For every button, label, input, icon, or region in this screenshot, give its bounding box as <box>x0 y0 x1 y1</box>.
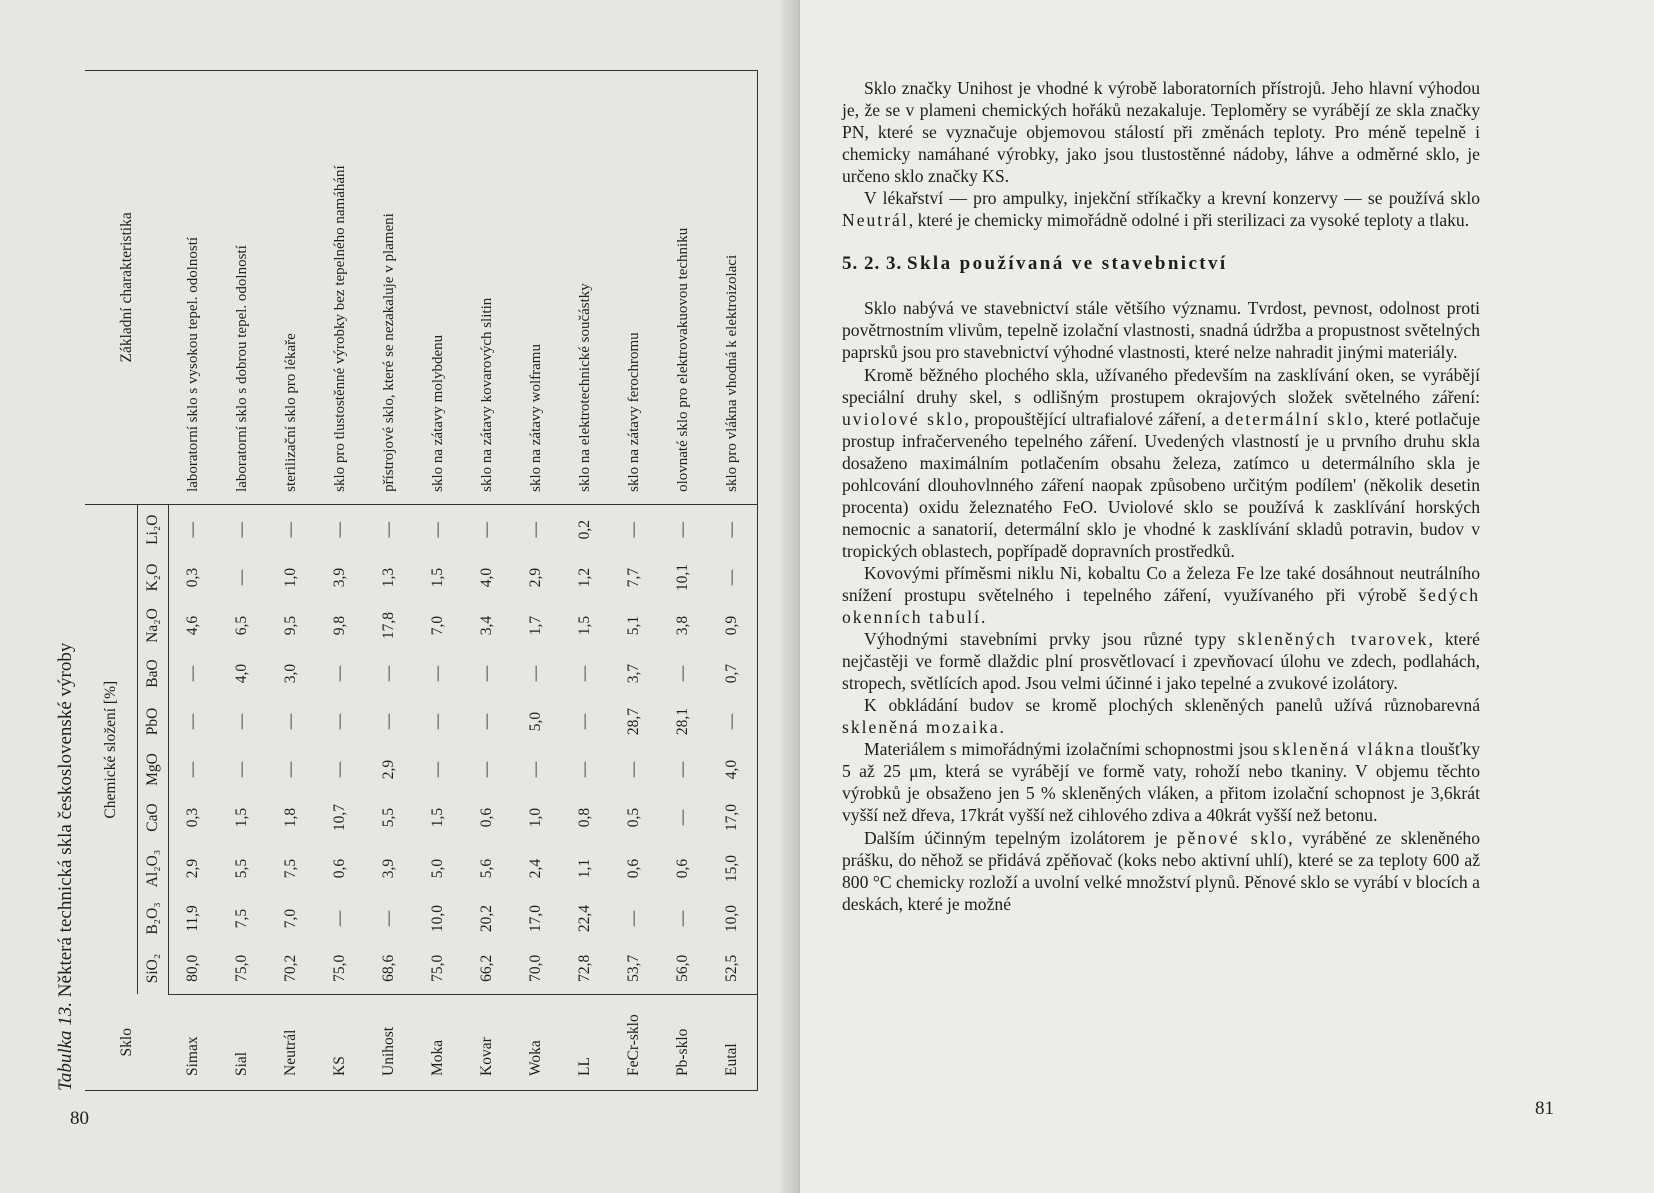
glass-name-cell: Kovar <box>463 995 512 1091</box>
paragraph-special-glass <box>842 364 1480 562</box>
composition-cell: 0,9 <box>708 601 758 651</box>
composition-cell: 1,8 <box>282 807 300 828</box>
composition-cell: 0,6 <box>674 858 692 879</box>
characteristic-cell: sklo na zátavy ferochromu <box>610 70 659 504</box>
composition-cell: 3,7 <box>625 663 643 684</box>
header-component: SiO₂ <box>138 943 169 995</box>
composition-cell: — <box>380 665 398 682</box>
composition-cell: — <box>184 761 202 778</box>
table-row <box>414 70 463 1090</box>
characteristic-cell: sklo na zátavy molybdenu <box>414 70 463 504</box>
composition-cell: 2,9 <box>184 858 202 879</box>
composition-cell: — <box>478 761 496 778</box>
composition-cell: — <box>527 665 545 682</box>
characteristic-cell: sklo na zátavy kovarových slitin <box>463 70 512 504</box>
composition-cell: 1,5 <box>429 567 447 588</box>
emphasis-glass-fibres: skleněná vlákna <box>1272 739 1416 760</box>
paragraph-text: tloušťky 5 až 25 μm, která se vyrábějí ve formě vaty, rohoží nebo tkaniny. V objemu těchto výrobků je obsaženo jen 5 % skleněných vláken, a přitom izolační schopnost je 3,6krát vyšší než dřeva, 17krát vyšší než cihlového zdiva a 40krát vyšší než betonu. <box>842 739 1480 826</box>
characteristic-cell: sklo pro tlustostěnné výrobky bez tepelného namáhání <box>316 70 365 504</box>
composition-cell: 1,7 <box>527 615 545 636</box>
composition-cell: 0,3 <box>184 807 202 828</box>
composition-cell: — <box>331 713 349 730</box>
composition-cell: — <box>576 665 594 682</box>
composition-cell: 75,0 <box>218 943 267 995</box>
composition-cell: 1,5 <box>233 807 251 828</box>
composition-cell: — <box>429 713 447 730</box>
composition-cell: 7,5 <box>282 858 300 879</box>
composition-cell: 4,0 <box>478 567 496 588</box>
composition-cell: — <box>625 910 643 927</box>
composition-cell: 17,0 <box>527 904 545 933</box>
composition-cell: 56,0 <box>659 943 708 995</box>
paragraph-text: , propouštějící ultrafialové záření, a <box>964 408 1220 429</box>
characteristic-cell: sklo na zátavy wolframu <box>512 70 561 504</box>
composition-cell: 10,0 <box>708 895 758 943</box>
composition-cell: 66,2 <box>463 943 512 995</box>
table-row <box>365 70 414 1090</box>
characteristic-cell: laboratorní sklo s vysokou tepel. odolností <box>169 70 219 504</box>
page-number-right: 81 <box>1535 1098 1554 1119</box>
composition-cell: — <box>576 761 594 778</box>
composition-cell: — <box>380 521 398 538</box>
composition-cell: — <box>233 569 251 586</box>
composition-cell: — <box>331 665 349 682</box>
composition-cell: — <box>674 665 692 682</box>
paragraph-mosaic <box>842 694 1480 738</box>
header-component: PbO <box>138 697 169 747</box>
composition-cell: — <box>233 521 251 538</box>
composition-cell: — <box>282 521 300 538</box>
composition-cell: — <box>708 555 758 601</box>
paragraph-unihost: Sklo značky Unihost je vhodné k výrobě laboratorních přístrojů. Jeho hlavní výhodou je, že se v plameni chemických hořáků nezakaluje. Teploměry se vyrábějí ze skla značky PN, které se vyznačuje objemovou stálostí při změnách teploty. Pro méně tepelně i chemicky namáhané výrobky, jako jsou tlustostěnné nádoby, láhve a odměrné sklo, je určeno sklo značky KS. <box>842 78 1480 187</box>
composition-cell: — <box>380 713 398 730</box>
glass-name-cell: Simax <box>169 995 219 1091</box>
composition-cell: 70,2 <box>267 943 316 995</box>
glass-composition-table <box>85 70 758 1091</box>
composition-cell: — <box>184 713 202 730</box>
composition-cell: — <box>331 521 349 538</box>
emphasis-grey-panes: šedých okenních tabulí <box>842 584 1481 628</box>
composition-cell: — <box>576 713 594 730</box>
composition-cell: 80,0 <box>169 943 219 995</box>
table-row <box>169 70 219 1090</box>
emphasis-determal: determální sklo <box>1224 408 1365 429</box>
composition-cell: — <box>429 665 447 682</box>
composition-cell: — <box>184 521 202 538</box>
table-row <box>708 70 758 1090</box>
paragraph-neutral <box>842 187 1480 231</box>
header-component: K₂O <box>138 555 169 601</box>
glass-name-cell: Unihost <box>365 995 414 1091</box>
composition-cell: 9,5 <box>282 615 300 636</box>
composition-cell: 2,9 <box>527 567 545 588</box>
composition-cell: 0,7 <box>708 651 758 697</box>
rotated-table-block <box>55 71 741 1091</box>
composition-cell: 11,9 <box>184 905 202 932</box>
header-component: Na₂O <box>138 601 169 651</box>
composition-cell: 17,0 <box>708 793 758 843</box>
composition-cell: 15,0 <box>708 843 758 895</box>
page-number-left: 80 <box>70 1108 89 1129</box>
composition-cell: 52,5 <box>708 943 758 995</box>
header-characteristic: Základní charakteristika <box>85 70 169 504</box>
composition-cell: 3,0 <box>282 663 300 684</box>
composition-cell: 7,7 <box>625 567 643 588</box>
composition-cell: — <box>527 761 545 778</box>
glass-name-cell: FeCr-sklo <box>610 995 659 1091</box>
composition-cell: 5,0 <box>527 711 545 732</box>
characteristic-cell: sterilizační sklo pro lékaře <box>267 70 316 504</box>
composition-cell: 5,0 <box>429 858 447 879</box>
composition-cell: 1,0 <box>282 567 300 588</box>
composition-cell: 1,0 <box>527 807 545 828</box>
characteristic-cell: olovnaté sklo pro elektrovakuovou techniku <box>659 70 708 504</box>
paragraph-text: K obkládání budov se kromě plochých skleněných panelů užívá různobarevná <box>864 695 1480 716</box>
paragraph-construction: Sklo nabývá ve stavebnictví stále většího významu. Tvrdost, pevnost, odolnost proti povětrnostním vlivům, tepelně izolační vlastnosti, snadná údržba a propustnost světelných paprsků jsou pro stavebnictví výhodné vlastnosti, které nelze nahradit jinými materiály. <box>842 298 1480 363</box>
table-row <box>463 70 512 1090</box>
glass-name-cell: Sial <box>218 995 267 1091</box>
table-caption-text: Některá technická skla československé výroby <box>55 642 76 998</box>
composition-cell: — <box>429 521 447 538</box>
characteristic-cell: přístrojové sklo, které se nezakaluje v plameni <box>365 70 414 504</box>
composition-cell: — <box>708 504 758 554</box>
composition-cell: — <box>478 713 496 730</box>
table-row <box>610 70 659 1090</box>
header-component: B₂O₃ <box>138 895 169 943</box>
table-row <box>512 70 561 1090</box>
paragraph-text: Materiálem s mimořádnými izolačními schopnostmi jsou <box>864 739 1268 760</box>
table-row <box>659 70 708 1090</box>
composition-cell: 53,7 <box>610 943 659 995</box>
paragraph-metal-additives <box>842 562 1480 628</box>
composition-cell: — <box>233 713 251 730</box>
composition-cell: 1,5 <box>576 615 594 636</box>
composition-cell: — <box>282 761 300 778</box>
composition-cell: 0,6 <box>331 858 349 879</box>
glass-name-cell: Eutal <box>708 995 758 1091</box>
table-row <box>218 70 267 1090</box>
glass-name-cell: KS <box>316 995 365 1091</box>
composition-cell: 2,4 <box>527 858 545 879</box>
composition-cell: 0,8 <box>576 807 594 828</box>
composition-cell: 10,1 <box>674 563 692 592</box>
composition-cell: 17,8 <box>380 611 398 640</box>
table-row <box>561 70 610 1090</box>
composition-cell: 20,2 <box>478 904 496 933</box>
composition-cell: 4,6 <box>184 615 202 636</box>
composition-cell: 4,0 <box>233 663 251 684</box>
composition-cell: — <box>674 521 692 538</box>
characteristic-cell: sklo pro vlákna vhodná k elektroizolaci <box>708 70 758 504</box>
composition-cell: 28,7 <box>625 707 643 736</box>
composition-cell: 72,8 <box>561 943 610 995</box>
section-heading <box>842 253 1480 275</box>
glass-name-cell: Pb-sklo <box>659 995 708 1091</box>
table-body <box>169 70 758 1090</box>
composition-cell: 9,8 <box>331 615 349 636</box>
composition-cell: 75,0 <box>316 943 365 995</box>
composition-cell: 6,5 <box>233 615 251 636</box>
paragraph-text: , vyráběné ze skleněného prášku, do něhož se přidává zpěňovač (koks nebo aktivní uhlí), které se za teploty 600 až 800 °C chemicky rozloží a uvolní velké množství plynů. Pěnové sklo se vyrábí v blocích a deskách, které je možné <box>842 827 1480 914</box>
paragraph-text: , které nejčastěji ve formě dlaždic plní prosvětlovací i zpevňovací úlohu ve zdech, podlahách, stropech, světlících apod. Jsou velmi účinné i jako tepelné a zvukové izolátory. <box>842 629 1480 694</box>
paragraph-text: V lékařství — pro ampulky, injekční stříkačky a krevní konzervy — se používá sklo <box>864 188 1480 209</box>
composition-cell: 3,8 <box>674 615 692 636</box>
header-component: MgO <box>138 747 169 793</box>
composition-cell: 75,0 <box>414 943 463 995</box>
composition-cell: — <box>380 910 398 927</box>
emphasis-neutral: Neutrál <box>842 210 909 231</box>
composition-cell: 7,0 <box>429 615 447 636</box>
composition-cell: 0,6 <box>478 807 496 828</box>
paragraph-text: . <box>999 717 1004 738</box>
section-number: 5. 2. 3. <box>842 253 903 275</box>
composition-cell: — <box>478 521 496 538</box>
composition-cell: 5,6 <box>478 858 496 879</box>
emphasis-foam-glass: pěnové sklo <box>1176 827 1289 848</box>
composition-cell: — <box>708 697 758 747</box>
composition-cell: — <box>331 910 349 927</box>
composition-cell: 0,5 <box>625 807 643 828</box>
composition-cell: — <box>478 665 496 682</box>
composition-cell: — <box>527 521 545 538</box>
composition-cell: 5,5 <box>233 858 251 879</box>
composition-cell: 3,9 <box>331 567 349 588</box>
emphasis-mosaic: skleněná mozaika <box>842 717 1000 738</box>
composition-cell: 10,0 <box>429 904 447 933</box>
table-caption <box>55 643 77 1091</box>
header-component: CaO <box>138 793 169 843</box>
paragraph-foam-glass <box>842 827 1480 915</box>
header-component: Li₂O <box>138 504 169 554</box>
composition-cell: — <box>282 713 300 730</box>
composition-cell: — <box>233 761 251 778</box>
emphasis-glass-blocks: skleněných tvarovek <box>1237 629 1429 650</box>
composition-cell: 28,1 <box>674 707 692 736</box>
composition-cell: 1,3 <box>380 567 398 588</box>
composition-cell: — <box>429 761 447 778</box>
composition-cell: — <box>674 910 692 927</box>
characteristic-cell: laboratorní sklo s dobrou tepel. odolností <box>218 70 267 504</box>
header-component: Al₂O₃ <box>138 843 169 895</box>
composition-cell: 3,4 <box>478 615 496 636</box>
paragraph-text: Dalším účinným tepelným izolátorem je <box>864 827 1168 848</box>
composition-cell: 5,1 <box>625 615 643 636</box>
paragraph-text: , které je chemicky mimořádně odolné i při sterilizaci za vysoké teploty a tlaku. <box>908 210 1470 231</box>
paragraph-text: Kovovými příměsmi niklu Ni, kobaltu Co a železa Fe lze také dosáhnout neutrálního snížení prostupu světelného i tepelného záření, využívaného při výrobě <box>842 562 1480 605</box>
composition-cell: 7,5 <box>233 908 251 929</box>
paragraph-text: Výhodnými stavebními prvky jsou různé typy <box>864 629 1226 650</box>
composition-cell: 1,1 <box>576 858 594 879</box>
composition-cell: 0,3 <box>184 567 202 588</box>
composition-cell: 5,5 <box>380 807 398 828</box>
paragraph-text: Kromě běžného plochého skla, užívaného především na zasklívání oken, se vyrábějí speciální druhy skel, s odlišným prostupem okrajových složek světelného záření: <box>842 364 1480 407</box>
paragraph-glass-blocks <box>842 628 1480 694</box>
composition-cell: 22,4 <box>576 904 594 933</box>
composition-cell: 3,9 <box>380 858 398 879</box>
section-title: Skla používaná ve stavebnictví <box>907 253 1228 275</box>
composition-cell: 4,0 <box>708 747 758 793</box>
table-caption-label: Tabulka 13. <box>55 1001 76 1091</box>
composition-cell: 1,5 <box>429 807 447 828</box>
characteristic-cell: sklo na elektrotechnické součástky <box>561 70 610 504</box>
composition-cell: 7,0 <box>282 908 300 929</box>
glass-name-cell: Woka <box>512 995 561 1091</box>
header-component: BaO <box>138 651 169 697</box>
composition-cell: 10,7 <box>331 803 349 832</box>
composition-cell: 2,9 <box>380 759 398 780</box>
composition-cell: 68,6 <box>365 943 414 995</box>
left-page <box>0 0 800 1193</box>
table-row <box>267 70 316 1090</box>
header-glass: Sklo <box>85 995 169 1091</box>
paragraph-text: , které potlačuje prostup infračerveného tepelného záření. Uvedených vlastností je u prvního druhu skla dosaženo maximálním potlačením obsahu železa, zatímco u determálního skla je pohlcování dlouhovlnného záření naopak způsobeno určitým podílem' (několik desetin procenta) oxidu železnatého FeO. Uviolové sklo se používá k zasklívání horských nemocnic a sanatorií, determální sklo je vhodné k zasklívání skladů potravin, budov v tropických oblastech, popřípadě dopravních prostředků. <box>842 408 1481 561</box>
composition-cell: — <box>331 761 349 778</box>
composition-cell: 0,6 <box>625 858 643 879</box>
glass-name-cell: Neutrál <box>267 995 316 1091</box>
table-row <box>316 70 365 1090</box>
composition-cell: — <box>674 761 692 778</box>
paragraph-text: . <box>980 607 986 628</box>
composition-cell: — <box>625 521 643 538</box>
header-chemical-composition: Chemické složení [%] <box>85 504 138 994</box>
composition-cell: — <box>184 665 202 682</box>
composition-cell: 0,2 <box>576 520 594 540</box>
emphasis-uviol: uviolové sklo <box>842 408 965 429</box>
paragraph-glass-fibres <box>842 738 1480 826</box>
right-page <box>800 0 1654 1193</box>
composition-cell: 70,0 <box>512 943 561 995</box>
glass-name-cell: LL <box>561 995 610 1091</box>
composition-cell: — <box>625 761 643 778</box>
glass-name-cell: Moka <box>414 995 463 1091</box>
composition-cell: 1,2 <box>576 567 594 588</box>
body-text <box>842 77 1480 915</box>
composition-cell: — <box>674 809 692 826</box>
